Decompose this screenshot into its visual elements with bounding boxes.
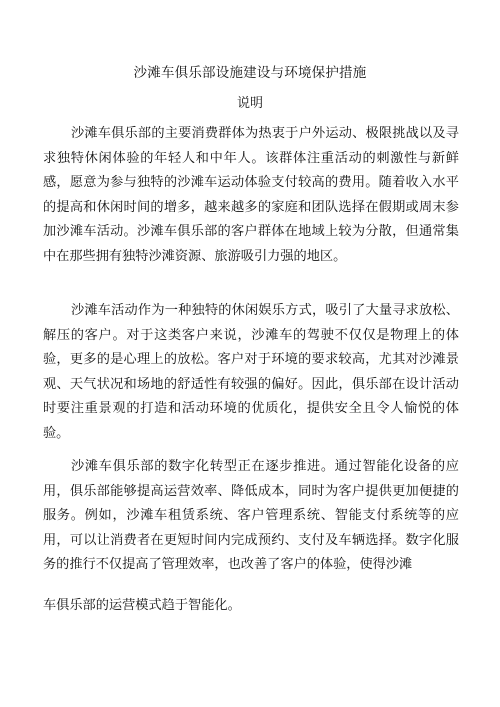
document-subtitle: 说明 <box>236 96 263 111</box>
document-title: 沙滩车俱乐部设施建设与环境保护措施 <box>133 65 367 81</box>
paragraph-2: 沙滩车活动作为一种独特的休闲娱乐方式，吸引了大量寻求放松、解压的客户。对于这类客户来说，沙滩车的驾驶不仅仅是物理上的体验，更多的是心理上的放松。客户对于环境的要求较高，尤其对沙滩景观、天气状况和场地的舒适性有较强的偏好。因此，俱乐部在设计活动时要注重景观的打造和活动环境的优质化，提供安全且令人愉悦的体验。 <box>43 303 459 441</box>
paragraph-1: 沙滩车俱乐部的主要消费群体为热衷于户外运动、极限挑战以及寻求独特休闲体验的年轻人和中年人。该群体注重活动的刺激性与新鲜感，愿意为参与独特的沙滩车运动体验支付较高的费用。随着收入水平的提高和休闲时间的增多，越来越多的家庭和团队选择在假期或周末参加沙滩车活动。沙滩车俱乐部的客户群体在地域上较为分散，但通常集中在那些拥有独特沙滩资源、旅游吸引力强的地区。 <box>43 126 459 264</box>
paragraph-3-tail: 车俱乐部的运营模式趋于智能化。 <box>43 598 241 613</box>
paragraph-3: 沙滩车俱乐部的数字化转型正在逐步推进。通过智能化设备的应用，俱乐部能够提高运营效率、降低成本，同时为客户提供更加便捷的服务。例如，沙滩车租赁系统、客户管理系统、智能支付系统等的应用，可以让消费者在更短时间内完成预约、支付及车辆选择。数字化服务的推行不仅提高了管理效率，也改善了客户的体验，使得沙滩 <box>43 459 459 572</box>
